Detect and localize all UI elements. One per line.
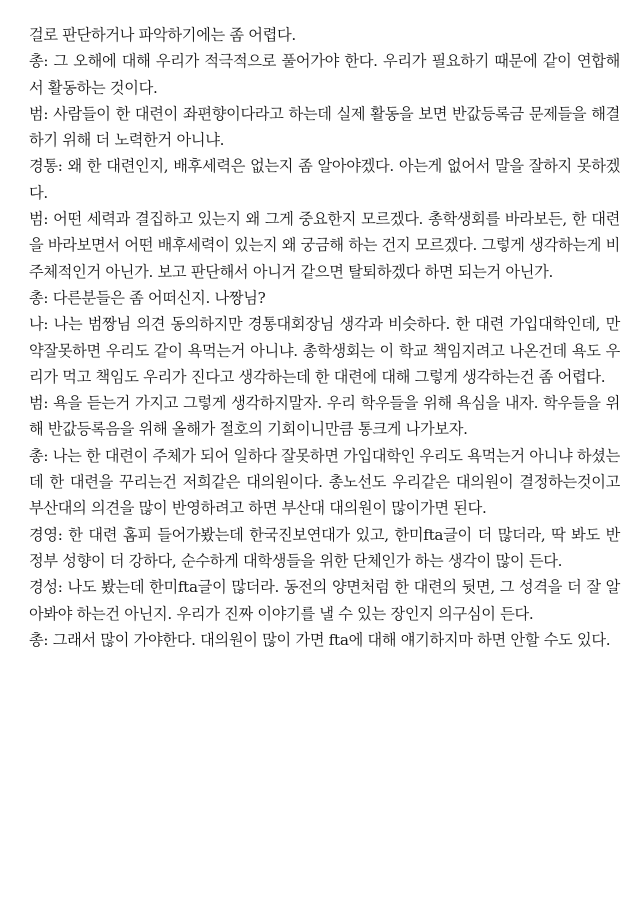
paragraph-speaker-chong: 총: 그래서 많이 가야한다. 대의원이 많이 가면 fta에 대해 얘기하지마 하면 안할 수도 있다. <box>29 630 611 649</box>
paragraph-speaker-gyeongyeong: 경영: 한 대련 홈피 들어가봤는데 한국진보연대가 있고, 한미fta글이 더 많더라, 딱 봐도 반정부 성향이 더 강하다, 순수하게 대학생들을 위한 단체인가 하는 생각이 많이 든다. <box>29 525 620 570</box>
paragraph-speaker-gyeongtong: 경통: 왜 한 대련인지, 배후세력은 없는지 좀 알아야겠다. 아는게 없어서 말을 잘하지 못하겠다. <box>29 157 620 202</box>
paragraph-continuation: 걸로 판단하거나 파악하기에는 좀 어렵다. <box>29 26 296 44</box>
paragraph-speaker-gyeongseong: 경성: 나도 봤는데 한미fta글이 많더라. 동전의 양면처럼 한 대련의 뒷면, 그 성격을 더 잘 알아봐야 하는건 아닌지. 우리가 진짜 이야기를 낼 수 있는 장인지 의구심이 든다. <box>29 578 620 623</box>
paragraph-speaker-na: 나: 나는 범짱님 의견 동의하지만 경통대회장님 생각과 비슷하다. 한 대련 가입대학인데, 만약잘못하면 우리도 같이 욕먹는거 아니냐. 총학생회는 이 학교 책임지려고 나온건데 욕도 우리가 먹고 책임도 우리가 진다고 생각하는데 한 대련에 대해 그렇게 생각하는건 좀 어렵다. <box>29 315 620 386</box>
paragraph-speaker-chong: 총: 나는 한 대련이 주체가 되어 일하다 잘못하면 가입대학인 우리도 욕먹는거 아니냐 하셨는데 한 대련을 꾸리는건 저희같은 대의원이다. 총노선도 우리같은 대의원이 결정하는것이고 부산대의 의견을 많이 반영하려고 하면 부산대 대의원이 많이가면 된다. <box>29 446 620 518</box>
paragraph-speaker-beom: 범: 사람들이 한 대련이 좌편향이다라고 하는데 실제 활동을 보면 반값등록금 문제들을 해결하기 위해 더 노력한거 아니냐. <box>29 104 620 150</box>
paragraph-speaker-beom: 범: 어떤 세력과 결집하고 있는지 왜 그게 중요한지 모르겠다. 총학생회를 바라보든, 한 대련을 바라보면서 어떤 배후세력이 있는지 왜 궁금해 하는 건지 모르겠다. 그렇게 생각하는게 비주체적인거 아닌가. 보고 판단해서 아니거 같으면 탈퇴하겠다 하면 되는거 아닌가. <box>29 210 620 281</box>
paragraph-speaker-beom: 범: 욕을 듣는거 가지고 그렇게 생각하지말자. 우리 학우들을 위해 욕심을 내자. 학우들을 위해 반값등록음을 위해 올해가 절호의 기회이니만큼 통크게 나가보자. <box>29 394 620 439</box>
paragraph-speaker-chong: 총: 다른분들은 좀 어떠신지. 나짱님? <box>29 288 266 307</box>
paragraph-speaker-chong: 총: 그 오해에 대해 우리가 적극적으로 풀어가야 한다. 우리가 필요하기 때문에 같이 연합해서 활동하는 것이다. <box>29 52 620 97</box>
